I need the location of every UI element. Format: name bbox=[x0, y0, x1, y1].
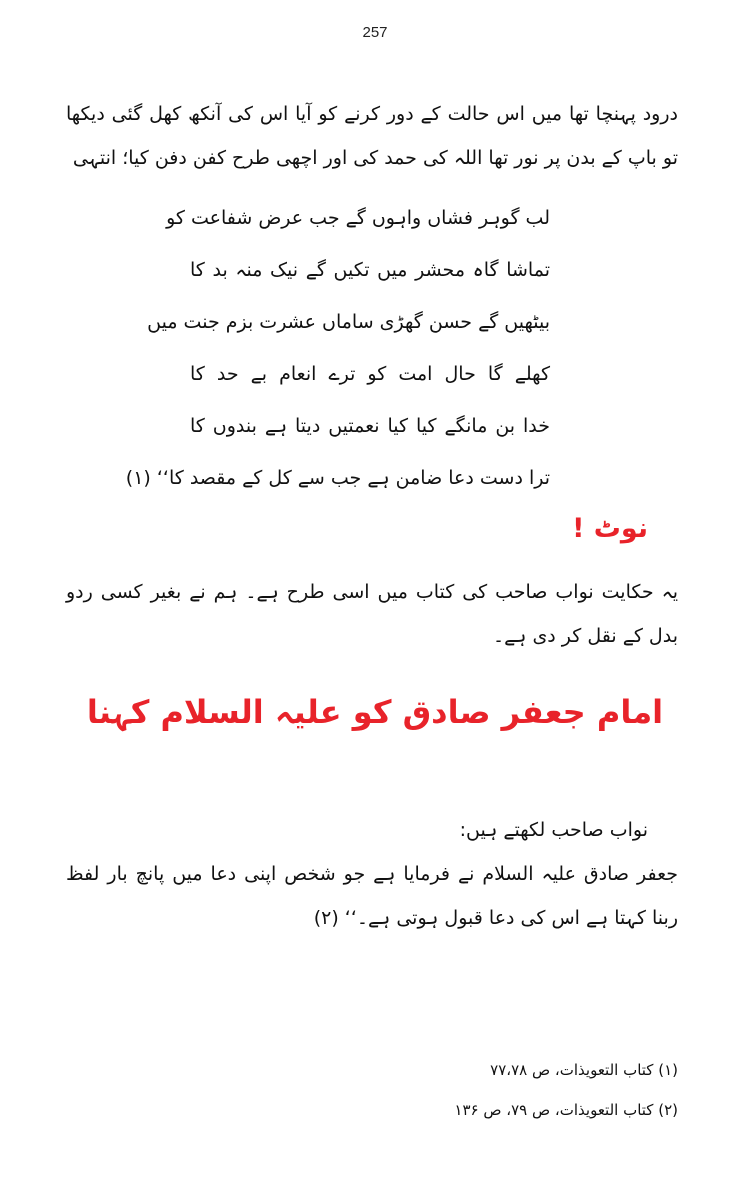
page-number: 257 bbox=[362, 24, 388, 41]
section-heading: امام جعفر صادق کو علیہ السلام کہنا bbox=[86, 693, 664, 731]
footnote: (۱) کتاب التعویذات، ص ۷۷،۷۸ bbox=[490, 1061, 678, 1079]
verse-line: تماشا گاہ محشر میں تکیں گے نیک منہ بد کا bbox=[190, 259, 550, 281]
note-heading: نوٹ ! bbox=[572, 513, 648, 544]
note-text: یہ حکایت نواب صاحب کی کتاب میں اسی طرح ہے۔ ہم نے بغیر کسی ردو بدل کے نقل کر دی ہے۔ bbox=[66, 581, 678, 647]
verse-line: لب گوہر فشاں واہوں گے جب عرض شفاعت کو bbox=[166, 207, 550, 229]
attribution-line: نواب صاحب لکھتے ہیں: bbox=[459, 819, 648, 841]
verse-line: خدا بن مانگے کیا کیا نعمتیں دیتا ہے بندوں کا bbox=[190, 415, 550, 437]
verse-line: بیٹھیں گے حسن گھڑی ساماں عشرت بزم جنت میں bbox=[147, 311, 550, 333]
quote-paragraph: جعفر صادق علیہ السلام نے فرمایا ہے جو شخص اپنی دعا میں پانچ بار لفظ ربنا کہتا ہے اس کی دعا قبول ہوتی ہے۔‘‘ (۲) bbox=[66, 863, 678, 929]
verse-block bbox=[125, 192, 550, 504]
footnote: (۲) کتاب التعویذات، ص ۷۹، ص ۱۳۶ bbox=[454, 1101, 678, 1119]
footnotes bbox=[278, 1050, 678, 1130]
intro-paragraph: درود پہنچا تھا میں اس حالت کے دور کرنے کو آیا اس کی آنکھ کھل گئی دیکھا تو باپ کے بدن پر نور تھا اللہ کی حمد کی اور اچھی طرح کفن دفن کیا؛ انتہی bbox=[66, 103, 678, 169]
verse-line: ترا دست دعا ضامن ہے جب سے کل کے مقصد کا‘‘ (۱) bbox=[125, 467, 550, 489]
verse-line: کھلے گا حال امت کو ترے انعام بے حد کا bbox=[190, 363, 550, 385]
